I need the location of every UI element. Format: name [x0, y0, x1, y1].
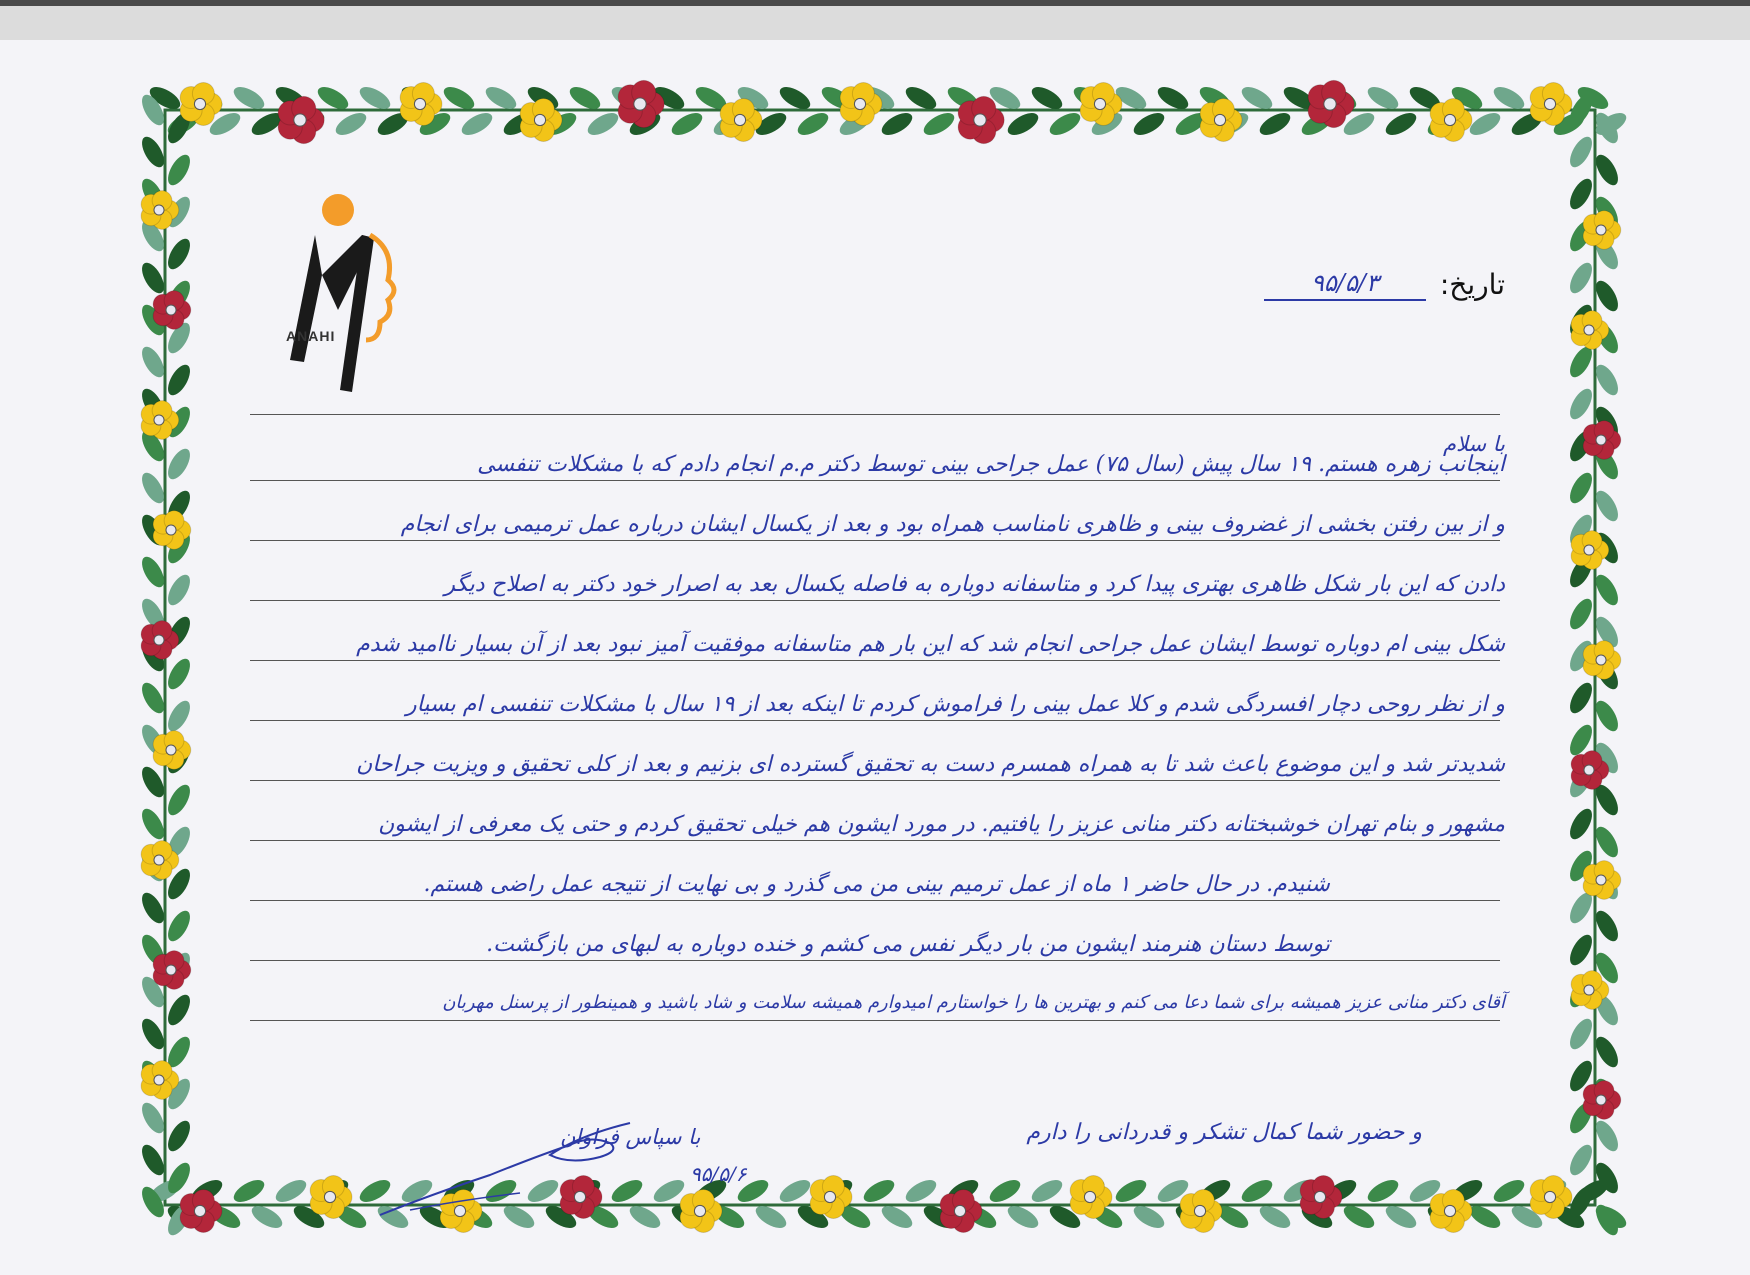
leaf-decoration	[1112, 1176, 1149, 1207]
letter-line: توسط دستان هنرمند ایشون من بار دیگر نفس می کشم و خنده دوباره به لبهای من بازگشت.	[486, 932, 1330, 957]
leaf-decoration	[1566, 385, 1597, 422]
ruled-line	[250, 960, 1500, 961]
leaf-decoration	[458, 109, 495, 140]
leaf-decoration	[164, 991, 195, 1028]
leaf-decoration	[1382, 109, 1419, 140]
date-value: ۹۵/۵/۳	[1264, 269, 1426, 301]
ruled-line	[250, 840, 1500, 841]
ruled-line	[250, 900, 1500, 901]
ruled-line	[250, 720, 1500, 721]
signoff: با سپاس فراوان	[560, 1125, 701, 1149]
leaf-decoration	[1004, 109, 1041, 140]
leaf-decoration	[1364, 1176, 1401, 1207]
leaf-decoration	[860, 1176, 897, 1207]
leaf-decoration	[668, 109, 705, 140]
leaf-decoration	[1028, 1176, 1065, 1207]
scan-edge	[0, 0, 1750, 6]
yellow-flower-decoration	[1200, 99, 1242, 142]
logo-text: ANAHI	[286, 328, 336, 344]
leaf-decoration	[164, 235, 195, 272]
leaf-decoration	[332, 109, 369, 140]
letter-line: شنیدم. در حال حاضر ۱ ماه از عمل ترمیم بینی من می گذرد و بی نهایت از نتیجه عمل راضی هستم.	[423, 872, 1330, 897]
leaf-decoration	[164, 361, 195, 398]
leaf-decoration	[164, 571, 195, 608]
red-flower-decoration	[958, 96, 1004, 143]
closing-line: و حضور شما کمال تشکر و قدردانی را دارم	[1026, 1120, 1422, 1145]
ruled-line	[250, 660, 1500, 661]
ruled-line	[250, 780, 1500, 781]
leaf-decoration	[1466, 109, 1503, 140]
leaf-decoration	[776, 1176, 813, 1207]
ruled-line	[250, 414, 1500, 415]
letter-line: و از بین رفتن بخشی از غضروف بینی و ظاهری نامناسب همراه بود و بعد از یکسال ایشان درباره عمل ترمیمی برای انجام	[400, 512, 1505, 537]
leaf-decoration	[164, 781, 195, 818]
yellow-flower-decoration	[180, 83, 222, 126]
leaf-decoration	[1566, 805, 1597, 842]
salutation: با سلام	[1442, 432, 1505, 456]
letter-line: دادن که این بار شکل ظاهری بهتری پیدا کرد و متاسفانه دوباره به فاصله یکسال بعد به اصرار خود دکتر به اصلاح دیگر	[444, 572, 1505, 597]
handwritten-signature	[370, 1115, 650, 1225]
date-label: تاریخ:	[1439, 268, 1505, 301]
red-flower-decoration	[940, 1190, 982, 1233]
red-flower-decoration	[1300, 1176, 1342, 1219]
leaf-decoration	[986, 1176, 1023, 1207]
leaf-decoration	[1256, 109, 1293, 140]
red-flower-decoration	[180, 1190, 222, 1233]
leaf-decoration	[1046, 109, 1083, 140]
leaf-decoration	[1566, 175, 1597, 212]
leaf-decoration	[1130, 109, 1167, 140]
leaf-decoration	[584, 109, 621, 140]
leaf-decoration	[164, 655, 195, 692]
ruled-line	[250, 600, 1500, 601]
letter-line: مشهور و بنام تهران خوشبختانه دکتر منانی عزیز را یافتیم. در مورد ایشون هم خیلی تحقیق کردم و حتی یک معرفی از ایشون	[378, 812, 1505, 837]
leaf-decoration	[1566, 259, 1597, 296]
letter-line: و از نظر روحی دچار افسردگی شدم و کلا عمل بینی را فراموش کردم تا اینکه بعد از ۱۹ سال با مشکلات تنفسی ام بسیار	[406, 692, 1505, 717]
ruled-line	[250, 1020, 1500, 1021]
leaf-decoration	[920, 109, 957, 140]
letter-line: اینجانب زهره هستم. ۱۹ سال پیش (سال ۷۵) عمل جراحی بینی توسط دکتر م.م انجام دادم که با مشکلات تنفسی	[477, 452, 1505, 477]
letter-sheet	[0, 40, 1750, 1275]
leaf-decoration	[1566, 679, 1597, 716]
letter-line: شدیدتر شد و این موضوع باعث شد تا به همراه همسرم دست به تحقیق گسترده ای بزنیم و بعد از کلی تحقیق و ویزیت جراحان	[356, 752, 1505, 777]
leaf-decoration	[1566, 931, 1597, 968]
red-flower-decoration	[1583, 1081, 1621, 1120]
red-flower-decoration	[278, 96, 324, 143]
letter-line: شکل بینی ام دوباره توسط ایشان عمل جراحی انجام شد که این بار هم متاسفانه موفقیت آمیز نبود بعد از آن بسیار ناامید شدم	[356, 632, 1505, 657]
floral-border	[0, 40, 1750, 1275]
letter-line: آقای دکتر منانی عزیز همیشه برای شما دعا می کنم و بهترین ها را خواستارم امیدوارم همیشه سلامت و شاد باشید و همینطور از پرسنل مهربان	[442, 992, 1505, 1013]
leaf-decoration	[902, 1176, 939, 1207]
leaf-decoration	[1566, 1015, 1597, 1052]
leaf-decoration	[1238, 1176, 1275, 1207]
leaf-decoration	[878, 109, 915, 140]
leaf-decoration	[164, 1117, 195, 1154]
clinic-logo	[270, 190, 420, 400]
signature-date: ۹۵/۵/۶	[690, 1162, 747, 1186]
yellow-flower-decoration	[153, 731, 191, 770]
leaf-decoration	[164, 697, 195, 734]
leaf-decoration	[164, 151, 195, 188]
leaf-decoration	[1566, 1141, 1597, 1178]
date-field	[1264, 268, 1505, 301]
ruled-line	[250, 480, 1500, 481]
leaf-decoration	[794, 109, 831, 140]
leaf-decoration	[164, 907, 195, 944]
red-flower-decoration	[1308, 80, 1354, 127]
leaf-decoration	[1566, 469, 1597, 506]
leaf-decoration	[1566, 133, 1597, 170]
leaf-decoration	[164, 445, 195, 482]
leaf-decoration	[1490, 1176, 1527, 1207]
leaf-decoration	[272, 1176, 309, 1207]
leaf-decoration	[1566, 595, 1597, 632]
leaf-decoration	[230, 1176, 267, 1207]
ruled-line	[250, 540, 1500, 541]
